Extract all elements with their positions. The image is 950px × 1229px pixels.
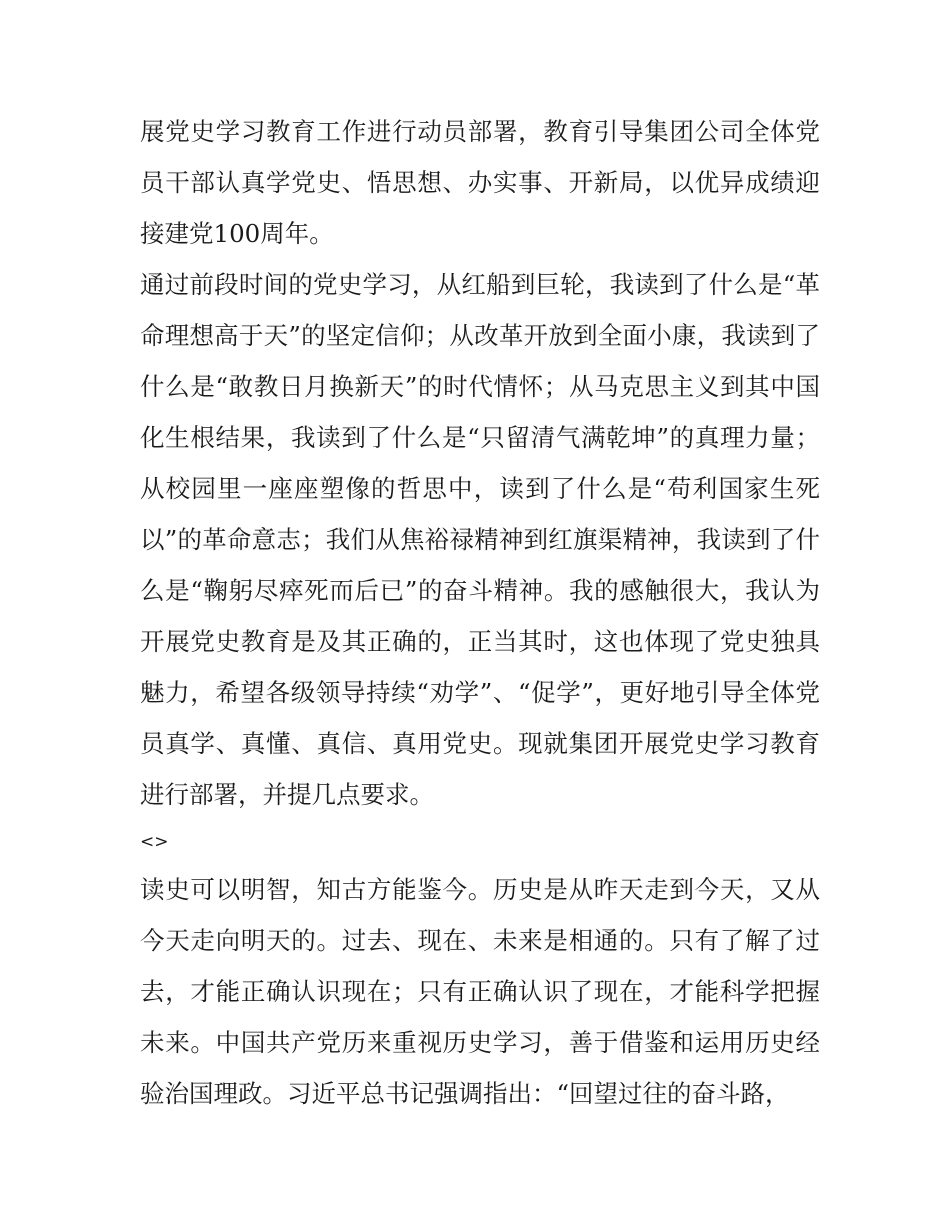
paragraph-history: 读史可以明智，知古方能鉴今。历史是从昨天走到今天，又从今天走向明天的。过去、现在、未来是相通的。只有了解了过去，才能正确认识现在；只有正确认识了现在，才能科学把握未来。中国共产党历来重视历史学习，善于借鉴和运用历史经验治国理政。习近平总书记强调指出：“回望过往的奋斗路， <box>140 875 820 1108</box>
document-body <box>140 106 820 1119</box>
paragraph-reflection: 通过前段时间的党史学习，从红船到巨轮，我读到了什么是“革命理想高于天”的坚定信仰；从改革开放到全面小康，我读到了什么是“敢教日月换新天”的时代情怀；从马克思主义到其中国化生根结果，我读到了什么是“只留清气满乾坤”的真理力量；从校园里一座座塑像的哲思中，读到了什么是“苟利国家生死以”的革命意志；我们从焦裕禄精神到红旗渠精神，我读到了什么是“鞠躬尽瘁死而后已”的奋斗精神。我的感触很大，我认为开展党史教育是及其正确的，正当其时，这也体现了党史独具魅力，希望各级领导持续“劝学”、“促学”，更好地引导全体党员真学、真懂、真信、真用党史。现就集团开展党史学习教育进行部署，并提几点要求。 <box>140 270 820 809</box>
paragraph-intro: 展党史学习教育工作进行动员部署，教育引导集团公司全体党员干部认真学党史、悟思想、办实事、开新局，以优异成绩迎接建党100周年。 <box>140 117 820 248</box>
section-marker: <> <box>140 832 169 852</box>
